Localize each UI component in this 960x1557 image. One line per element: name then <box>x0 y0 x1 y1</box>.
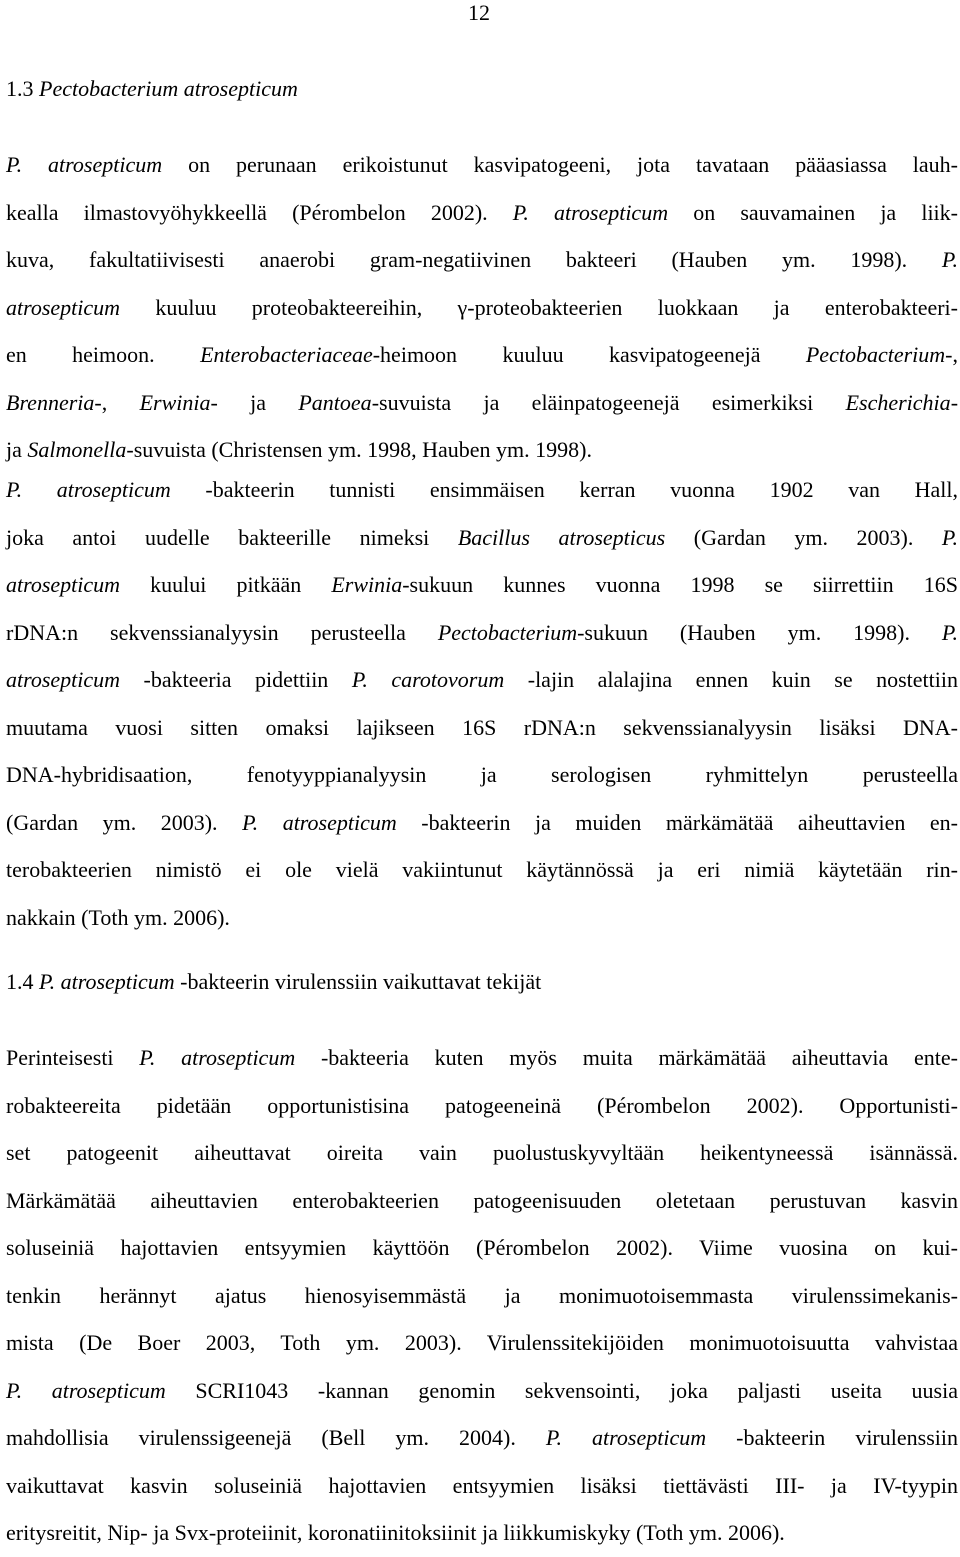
page-number: 12 <box>468 0 490 25</box>
paragraph-1 <box>6 141 958 474</box>
paragraph-2 <box>6 466 958 941</box>
text-run: nakkain (Toth ym. 2006). <box>6 904 230 930</box>
section-title-italic: P. atrosepticum <box>39 969 175 994</box>
text-run: kuva, fakultatiivisesti anaerobi gram-negatiivinen bakteeri (Hauben ym. 1998). <box>6 247 942 272</box>
text-line <box>6 1509 958 1557</box>
italic-text: P. <box>941 247 958 272</box>
text-line <box>6 331 958 379</box>
text-line <box>6 1414 958 1462</box>
text-run: - <box>950 389 959 415</box>
italic-text: P. atrosepticum <box>512 199 669 225</box>
text-run: -bakteeria pidettiin <box>120 667 352 692</box>
italic-text: Erwinia <box>139 389 211 415</box>
text-run: -bakteerin virulenssiin <box>706 1425 958 1450</box>
text-run: Perinteisesti <box>6 1045 140 1070</box>
text-line <box>6 1367 958 1415</box>
paragraph-3 <box>6 1034 958 1557</box>
text-line <box>6 1272 958 1320</box>
text-line <box>6 1034 958 1082</box>
italic-text: Brenneria <box>6 389 95 415</box>
italic-text: P. atrosepticum <box>6 152 163 177</box>
text-run: tenkin herännyt ajatus hienosyisemmästä ja monimuotoisemmasta virulenssimekanis- <box>6 1282 958 1308</box>
text-line <box>6 1129 958 1177</box>
text-line <box>6 751 958 799</box>
italic-text: Bacillus atrosepticus <box>457 524 666 550</box>
text-run: -lajin alalajina ennen kuin se nostettiin <box>504 667 958 692</box>
text-line <box>6 846 958 894</box>
text-run: soluseiniä hajottavien entsyymien käyttöön (Pérombelon 2002). Viime vuosina on kui- <box>6 1235 958 1260</box>
text-run: vaikuttavat kasvin soluseiniä hajottavien entsyymien lisäksi tiettävästi III- ja IV-tyypin <box>6 1472 958 1498</box>
text-run: eritysreitit, Nip- ja Svx-proteiinit, koronatiinitoksiinit ja liikkumiskyky (Toth ym. 2006). <box>6 1520 785 1545</box>
italic-text: Escherichia <box>845 389 951 415</box>
text-run: -suvuista ja eläinpatogeenejä esimerkiksi <box>371 389 846 415</box>
italic-text: P. atrosepticum <box>545 1425 707 1450</box>
italic-text: P. atrosepticum <box>242 809 397 835</box>
text-run: rDNA:n sekvenssianalyysin perusteella <box>6 619 438 645</box>
text-line <box>6 609 958 657</box>
text-run: on perunaan erikoistunut kasvipatogeeni, jota tavataan pääasiassa lauh- <box>162 152 958 177</box>
italic-text: Salmonella <box>27 437 127 462</box>
italic-text: atrosepticum <box>6 667 121 692</box>
text-run: Märkämätää aiheuttavien enterobakteerien patogeenisuuden oletetaan perustuvan kasvin <box>6 1187 958 1213</box>
text-run: -bakteerin tunnisti ensimmäisen kerran vuonna 1902 van Hall, <box>170 477 958 502</box>
text-line <box>6 561 958 609</box>
text-line <box>6 466 958 514</box>
text-run: -, <box>945 342 958 367</box>
text-run: ja <box>6 437 28 462</box>
section-heading-1-4 <box>6 967 958 997</box>
text-line <box>6 799 958 847</box>
text-line <box>6 1177 958 1225</box>
text-run: (Gardan ym. 2003). <box>665 524 942 550</box>
text-run: -sukuun (Hauben ym. 1998). <box>577 619 942 645</box>
text-run: -, <box>94 389 140 415</box>
text-run: mahdollisia virulenssigeenejä (Bell ym. 2004). <box>6 1425 546 1450</box>
text-run: kuului pitkään <box>120 572 332 597</box>
text-run: kuuluu proteobakteereihin, γ-proteobakteerien luokkaan ja enterobakteeri- <box>120 294 958 320</box>
text-run: set patogeenit aiheuttavat oireita vain puolustuskyvyltään heikentyneessä isännässä. <box>6 1140 958 1165</box>
text-line <box>6 236 958 284</box>
section-number: 1.4 <box>6 969 34 994</box>
text-run: on sauvamainen ja liik- <box>668 199 958 225</box>
text-run: (Gardan ym. 2003). <box>6 809 243 835</box>
text-line <box>6 704 958 752</box>
text-line <box>6 514 958 562</box>
italic-text: P. <box>941 619 958 645</box>
italic-text: P. <box>941 524 958 550</box>
text-run: SCRI1043 -kannan genomin sekvensointi, joka paljasti useita uusia <box>165 1377 958 1403</box>
text-line <box>6 656 958 704</box>
italic-text: Pantoea <box>298 389 372 415</box>
text-line <box>6 379 958 427</box>
text-line <box>6 141 958 189</box>
text-line <box>6 894 958 942</box>
section-number: 1.3 <box>6 76 34 101</box>
italic-text: Pectobacterium <box>437 619 578 645</box>
text-run: -suvuista (Christensen ym. 1998, Hauben ym. 1998). <box>126 437 592 462</box>
italic-text: Enterobacteriaceae <box>200 342 373 367</box>
italic-text: P. atrosepticum <box>6 1377 166 1403</box>
italic-text: P. atrosepticum <box>6 477 171 502</box>
text-run: mista (De Boer 2003, Toth ym. 2003). Virulenssitekijöiden monimuotoisuutta vahvistaa <box>6 1330 958 1355</box>
section-title-rest: -bakteerin virulenssiin vaikuttavat tekijät <box>174 969 542 994</box>
text-run: -bakteeria kuten myös muita märkämätää aiheuttavia ente- <box>295 1045 958 1070</box>
section-title: Pectobacterium atrosepticum <box>39 76 298 101</box>
text-run: -heimoon kuuluu kasvipatogeenejä <box>372 342 806 367</box>
italic-text: atrosepticum <box>6 294 121 320</box>
text-run: muutama vuosi sitten omaksi lajikseen 16S rDNA:n sekvenssianalyysin lisäksi DNA- <box>6 714 958 740</box>
text-run: robakteereita pidetään opportunistisina patogeeneinä (Pérombelon 2002). Opportunisti- <box>6 1092 958 1118</box>
text-line <box>6 284 958 332</box>
italic-text: P. atrosepticum <box>139 1045 296 1070</box>
text-run: joka antoi uudelle bakteerille nimeksi <box>6 524 458 550</box>
text-run: -bakteerin ja muiden märkämätää aiheuttavien en- <box>396 809 959 835</box>
text-run: terobakteerien nimistö ei ole vielä vakiintunut käytännössä ja eri nimiä käytetään rin- <box>6 857 958 882</box>
text-run: DNA-hybridisaation, fenotyyppianalyysin ja serologisen ryhmittelyn perusteella <box>6 762 958 787</box>
text-run: kealla ilmastovyöhykkeellä (Pérombelon 2002). <box>6 199 513 225</box>
section-heading-1-3 <box>6 74 958 104</box>
italic-text: Pectobacterium <box>805 342 946 367</box>
text-line <box>6 1082 958 1130</box>
text-run: -sukuun kunnes vuonna 1998 se siirrettiin 16S <box>402 572 958 597</box>
text-line <box>6 1319 958 1367</box>
italic-text: atrosepticum <box>6 572 121 597</box>
text-line <box>6 1224 958 1272</box>
text-line <box>6 1462 958 1510</box>
italic-text: Erwinia <box>331 572 403 597</box>
text-run: en heimoon. <box>6 342 201 367</box>
italic-text: P. carotovorum <box>351 667 505 692</box>
text-line <box>6 189 958 237</box>
text-run: - ja <box>210 389 299 415</box>
